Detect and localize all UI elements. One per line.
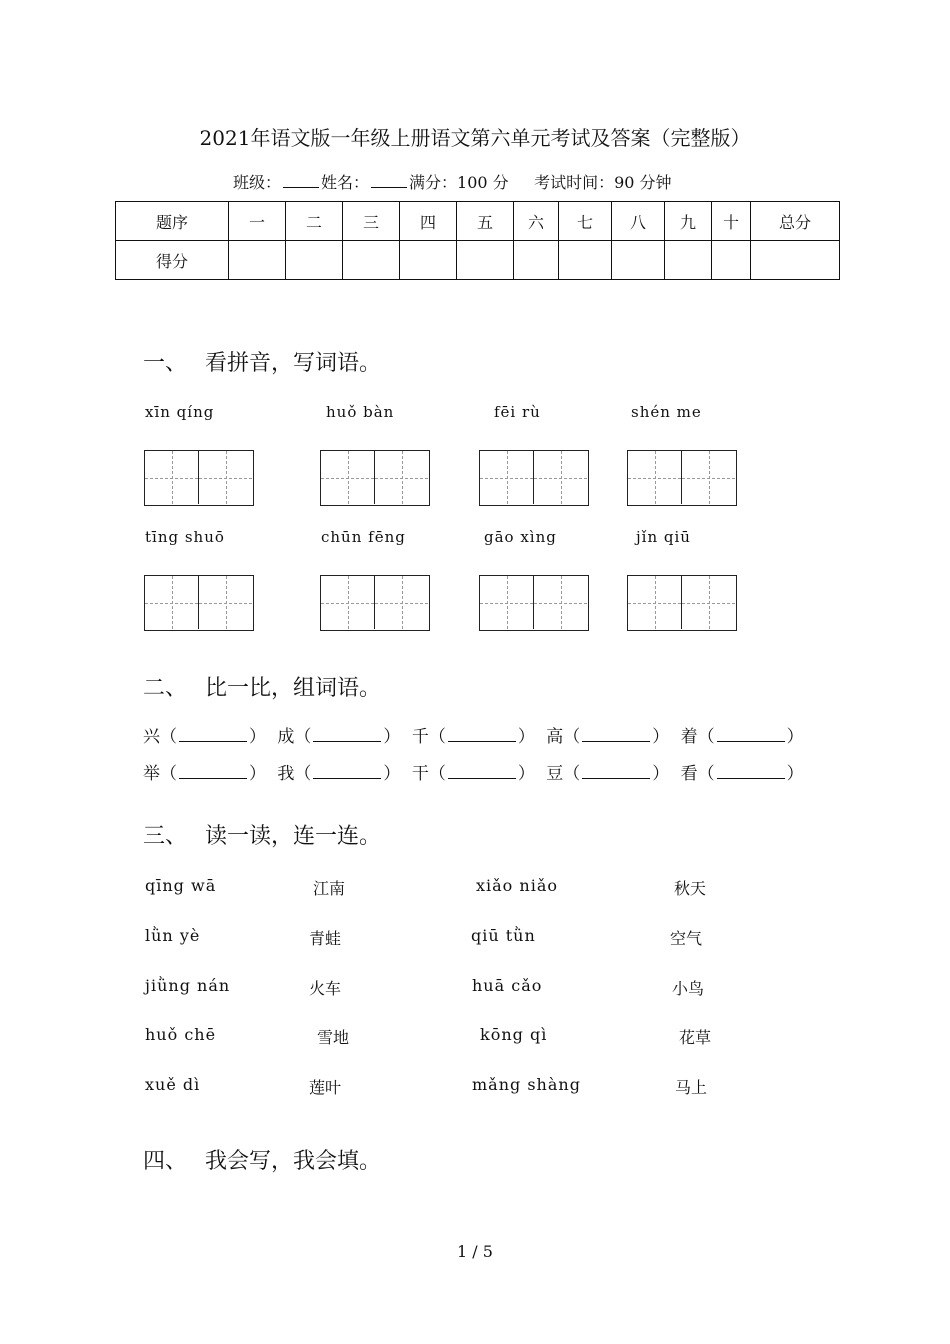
answer-blank[interactable] — [448, 766, 516, 779]
answer-blank[interactable] — [179, 766, 247, 779]
writing-cell[interactable] — [321, 576, 375, 629]
page-title: 2021年语文版一年级上册语文第六单元考试及答案（完整版） — [199, 126, 751, 150]
word-group-row — [143, 759, 810, 784]
answer-blank[interactable] — [582, 729, 650, 742]
pinyin: mǎng shàng — [472, 1075, 581, 1094]
pinyin: qīng wā — [145, 876, 217, 895]
word-item: 看（ ） — [680, 764, 804, 784]
word-item: 兴（ ） — [143, 727, 266, 747]
score-cell[interactable] — [400, 241, 457, 280]
section-1-heading — [143, 346, 381, 377]
answer-blank[interactable] — [582, 766, 650, 779]
table-cell: 二 — [286, 202, 343, 241]
writing-cell[interactable] — [534, 451, 587, 504]
writing-grid[interactable] — [320, 575, 430, 631]
pinyin: jǐn qiū — [636, 528, 691, 546]
writing-cell[interactable] — [628, 451, 682, 504]
writing-cell[interactable] — [199, 576, 252, 629]
score-cell[interactable] — [559, 241, 612, 280]
score-cell[interactable] — [229, 241, 286, 280]
section-title: 我会写，我会填。 — [205, 1149, 382, 1174]
name-blank[interactable] — [371, 173, 407, 188]
word: 小鸟 — [672, 979, 705, 998]
word: 花草 — [679, 1028, 712, 1047]
character: 兴 — [143, 727, 160, 747]
score-cell[interactable] — [343, 241, 400, 280]
name-label: 姓名： — [321, 173, 370, 192]
section-title: 读一读，连一连。 — [205, 824, 382, 849]
word-item: 干（ ） — [411, 764, 535, 784]
pinyin: xiǎo niǎo — [476, 876, 558, 895]
word: 马上 — [675, 1078, 708, 1097]
word-item: 豆（ ） — [546, 764, 670, 784]
writing-cell[interactable] — [145, 576, 199, 629]
pinyin: gāo xìng — [484, 528, 557, 546]
score-table — [115, 201, 840, 280]
writing-cell[interactable] — [199, 451, 252, 504]
character: 着 — [680, 727, 698, 747]
word: 青蛙 — [309, 929, 342, 948]
pinyin: huā cǎo — [472, 976, 543, 995]
word: 火车 — [309, 979, 342, 998]
pinyin: fēi rù — [494, 403, 541, 421]
answer-blank[interactable] — [448, 729, 516, 742]
class-blank[interactable] — [283, 173, 319, 188]
writing-grid[interactable] — [144, 450, 254, 506]
pinyin: xuě dì — [145, 1075, 201, 1094]
answer-blank[interactable] — [717, 766, 785, 779]
writing-cell[interactable] — [375, 451, 428, 504]
section-title: 比一比，组词语。 — [205, 676, 382, 701]
score-cell[interactable] — [612, 241, 665, 280]
full-score: 满分：100 分 — [409, 173, 509, 192]
score-cell[interactable] — [286, 241, 343, 280]
writing-cell[interactable] — [682, 451, 735, 504]
word-item: 着（ ） — [680, 727, 804, 747]
word-item: 千（ ） — [411, 727, 535, 747]
word-item: 成（ ） — [277, 727, 401, 747]
word-item: 我（ ） — [277, 764, 401, 784]
writing-cell[interactable] — [375, 576, 428, 629]
writing-cell[interactable] — [480, 451, 534, 504]
writing-cell[interactable] — [628, 576, 682, 629]
table-cell: 总分 — [751, 202, 840, 241]
table-cell: 七 — [559, 202, 612, 241]
word: 莲叶 — [309, 1078, 342, 1097]
table-cell: 题序 — [116, 202, 229, 241]
writing-grid[interactable] — [479, 575, 589, 631]
word: 江南 — [313, 879, 346, 898]
answer-blank[interactable] — [717, 729, 785, 742]
section-title: 看拼音，写词语。 — [205, 351, 382, 376]
word: 空气 — [670, 929, 703, 948]
writing-cell[interactable] — [682, 576, 735, 629]
score-table-score-row — [116, 241, 840, 280]
table-cell: 得分 — [116, 241, 229, 280]
character: 看 — [680, 764, 698, 784]
character: 举 — [143, 764, 160, 784]
character: 成 — [277, 727, 295, 747]
pinyin: jiǜng nán — [145, 976, 231, 995]
exam-time: 考试时间：90 分钟 — [534, 173, 672, 192]
section-number: 三、 — [143, 824, 188, 849]
pinyin: qiū tǜn — [471, 926, 536, 945]
character: 干 — [411, 764, 429, 784]
pinyin: shén me — [631, 403, 702, 421]
character: 千 — [411, 727, 429, 747]
character: 豆 — [546, 764, 564, 784]
class-label: 班级： — [233, 173, 282, 192]
score-cell[interactable] — [665, 241, 712, 280]
pinyin: kōng qì — [480, 1025, 548, 1044]
writing-grid[interactable] — [627, 575, 737, 631]
word: 秋天 — [674, 879, 707, 898]
score-cell[interactable] — [457, 241, 514, 280]
pinyin: huǒ chē — [145, 1025, 217, 1044]
word: 雪地 — [317, 1028, 350, 1047]
score-cell[interactable] — [751, 241, 840, 280]
pinyin: tīng shuō — [145, 528, 225, 546]
table-cell: 三 — [343, 202, 400, 241]
character: 我 — [277, 764, 295, 784]
writing-cell[interactable] — [480, 576, 534, 629]
score-table-header-row — [116, 202, 840, 241]
section-number: 四、 — [143, 1149, 188, 1174]
answer-blank[interactable] — [313, 729, 381, 742]
section-4-heading — [143, 1144, 381, 1175]
section-3-heading — [143, 819, 381, 850]
table-cell: 六 — [514, 202, 559, 241]
writing-cell[interactable] — [321, 451, 375, 504]
writing-grid[interactable] — [479, 450, 589, 506]
pinyin: chūn fēng — [321, 528, 406, 546]
pinyin: huǒ bàn — [326, 403, 395, 421]
word-group-row — [143, 722, 810, 747]
table-cell: 九 — [665, 202, 712, 241]
table-cell: 八 — [612, 202, 665, 241]
table-cell: 五 — [457, 202, 514, 241]
page-number: 1 / 5 — [457, 1242, 493, 1261]
character: 高 — [546, 727, 564, 747]
section-number: 二、 — [143, 676, 188, 701]
writing-grid[interactable] — [627, 450, 737, 506]
answer-blank[interactable] — [313, 766, 381, 779]
writing-grid[interactable] — [144, 575, 254, 631]
word-item: 举（ ） — [143, 764, 266, 784]
table-cell: 十 — [712, 202, 751, 241]
score-cell[interactable] — [712, 241, 751, 280]
writing-cell[interactable] — [145, 451, 199, 504]
word-item: 高（ ） — [546, 727, 670, 747]
section-2-heading — [143, 671, 381, 702]
section-number: 一、 — [143, 351, 188, 376]
table-cell: 一 — [229, 202, 286, 241]
writing-grid[interactable] — [320, 450, 430, 506]
table-cell: 四 — [400, 202, 457, 241]
exam-info — [233, 170, 672, 193]
answer-blank[interactable] — [179, 729, 247, 742]
score-cell[interactable] — [514, 241, 559, 280]
writing-cell[interactable] — [534, 576, 587, 629]
pinyin: lǜn yè — [145, 926, 201, 945]
pinyin: xīn qíng — [145, 403, 215, 421]
